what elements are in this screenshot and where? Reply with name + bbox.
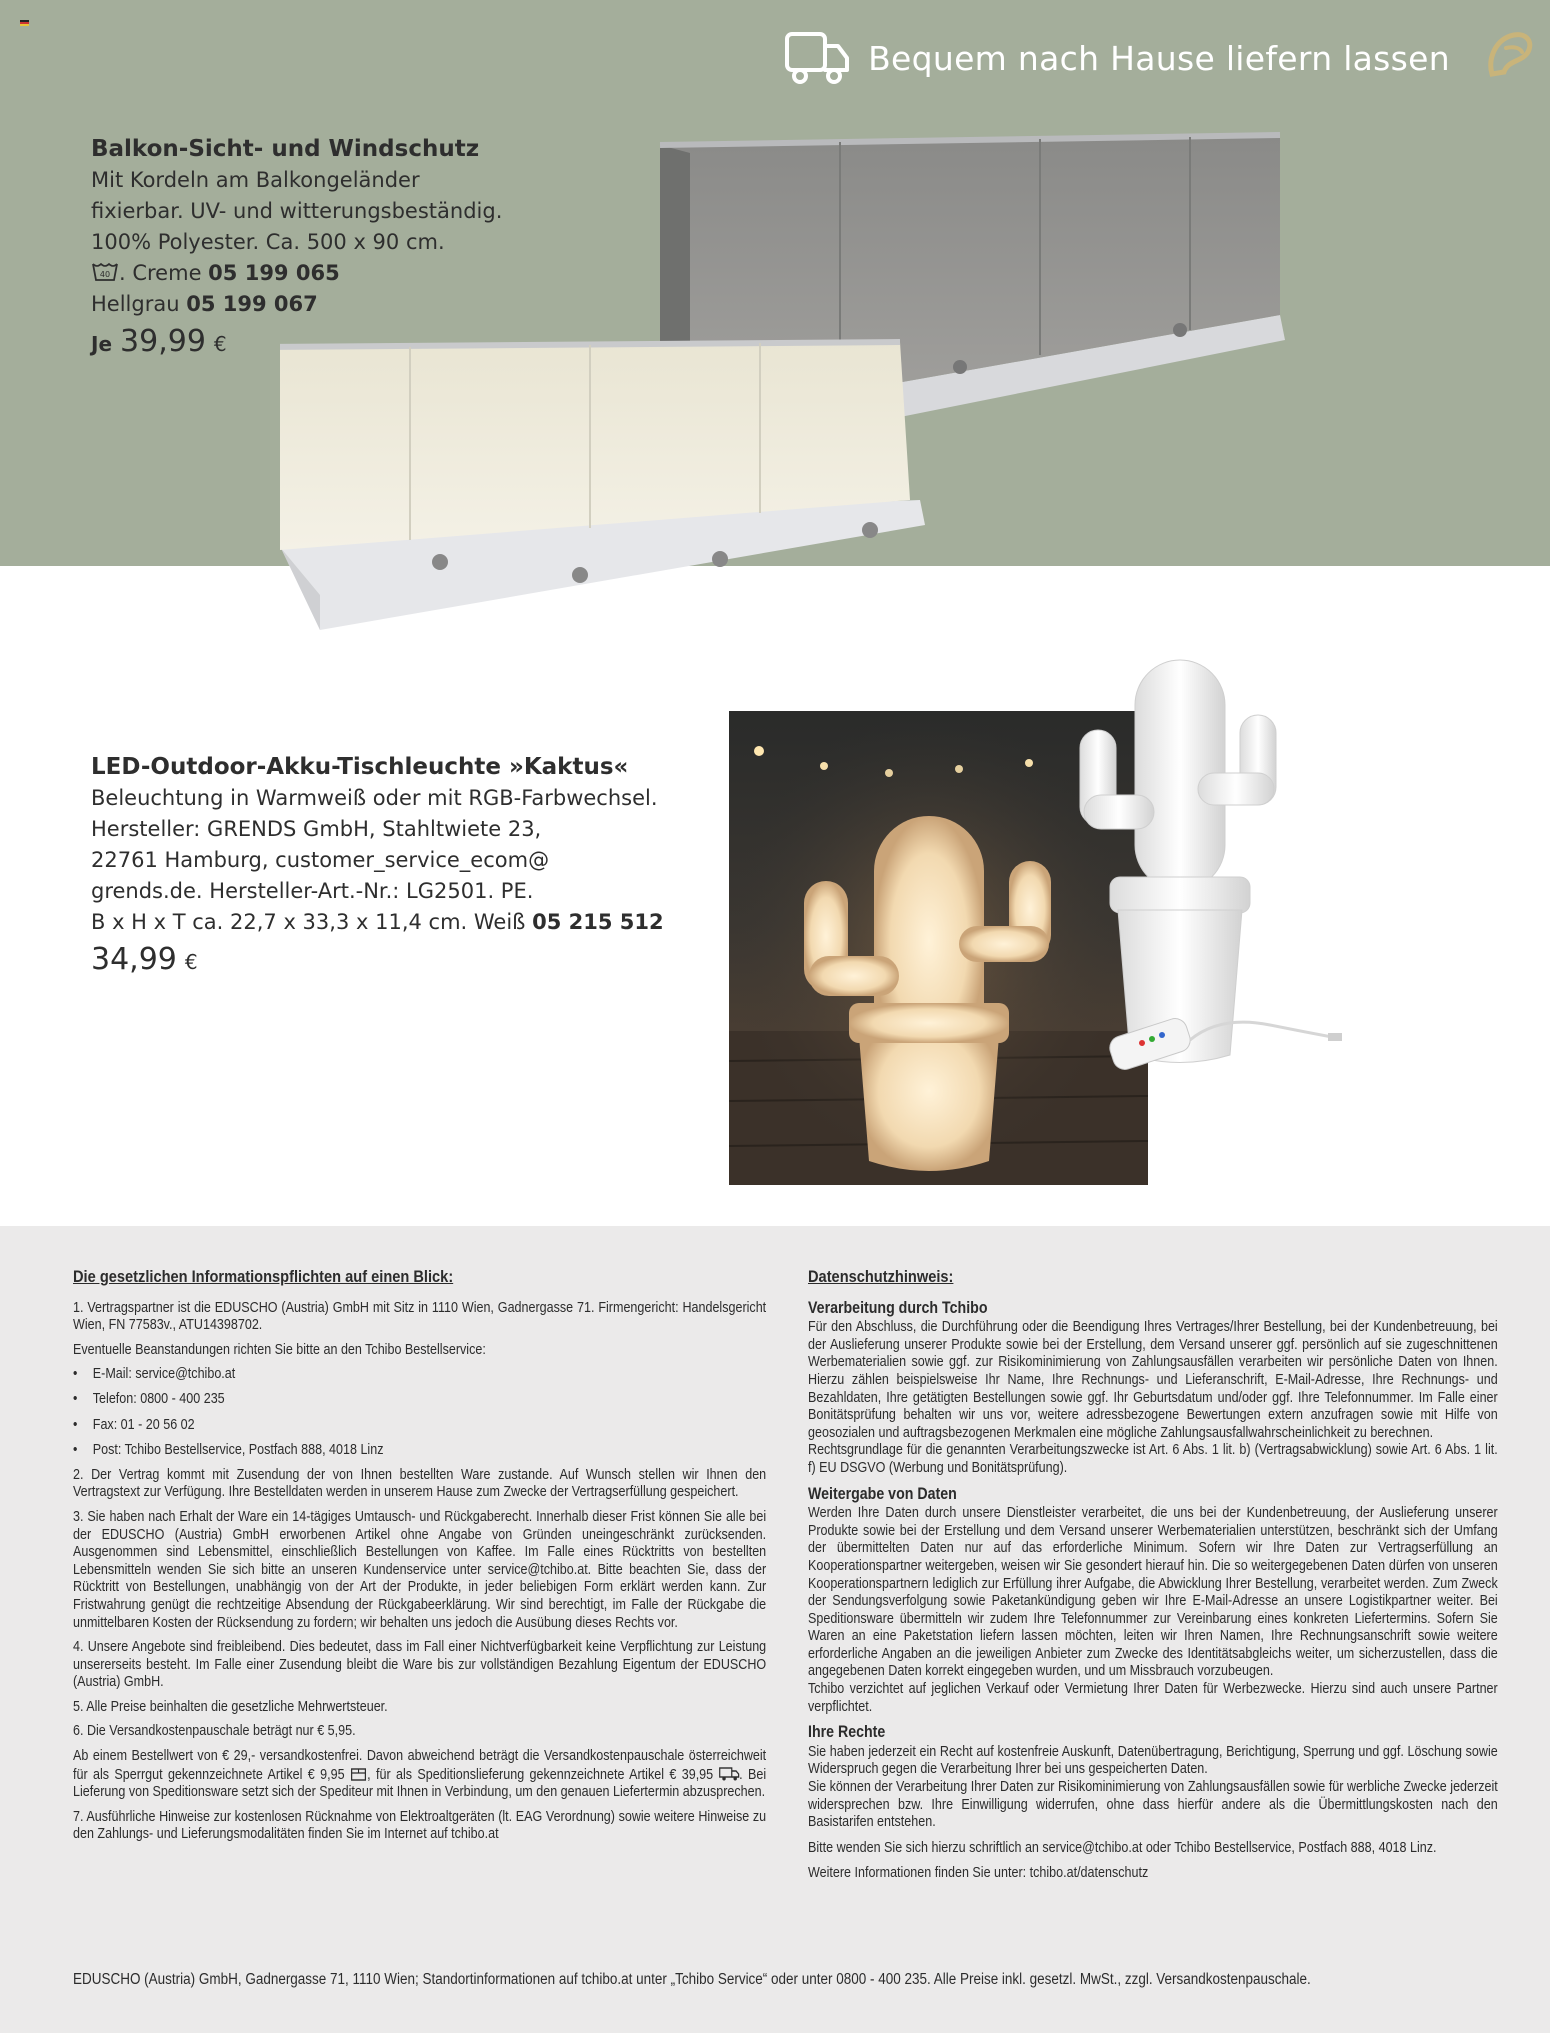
delivery-banner [784, 30, 1450, 86]
delivery-text: Bequem nach Hause liefern lassen [868, 38, 1450, 78]
legal-intro: Eventuelle Beanstandungen richten Sie bitte an den Tchibo Bestellservice: [73, 1341, 486, 1358]
tchibo-bean-icon [1484, 30, 1536, 80]
contact-phone: • Telefon: 0800 - 400 235 [73, 1391, 766, 1409]
privacy-t3: Sie haben jederzeit ein Recht auf kostenfreie Auskunft, Datenübertragung, Berichtigung, Sperrung und ggf. Löschung sowie Widerspruch gegen die Verarbeitung Ihrer bei uns gespeicherten Daten. [808, 1743, 1498, 1778]
privacy-t1: Für den Abschluss, die Durchführung oder die Beendigung Ihres Vertrages/Ihrer Bestellung, bei der Kundenbetreuung, bei der Auslieferung unserer Produkte sowie bei der Erstellung, dem Versand unserer ggf. persönlich auf sie zugeschnittenen Werbematerialien sowie ggf. zur Risikominimierung von Zahlungsausfällen verarbeiten wir persönliche Daten von Ihnen. Hierzu zählen beispielsweise Ihr Name, Ihre Rechnungs- und Lieferanschrift, E-Mail-Adresse, Ihre Rechnungs- und Bezahldaten, Ihre getätigten Bestellungen sowie ggf. Ihr Geburtsdatum und/oder ggf. Ihre Telefonnummer. Im Falle einer Bonitätsprüfung behalten wir uns vor, weitere adressbezogene Bewertungen extern anzufragen sowie mit Hilfe von geosozialen und auftragsbezogenen Merkmalen eine mögliche Zahlungsausfallwahrscheinlichkeit zu berechnen. [808, 1319, 1498, 1441]
lamp-price [91, 944, 711, 978]
price-value: 39,99 [120, 324, 206, 359]
balkon-screen-image [280, 125, 1300, 645]
privacy-h3: Ihre Rechte [808, 1723, 886, 1742]
truck-icon [784, 30, 850, 86]
lamp-line-4: grends.de. Hersteller-Art.-Nr.: LG2501. PE. [91, 879, 534, 903]
privacy-t4: Bitte wenden Sie sich hierzu schriftlich an service@tchibo.at oder Tchibo Bestellservice, Postfach 888, 4018 Linz. [808, 1839, 1437, 1856]
legal-heading: Die gesetzlichen Informationspflichten auf einen Blick: [73, 1267, 454, 1286]
legal-p5: 5. Alle Preise beinhalten die gesetzliche Mehrwertsteuer. [73, 1698, 388, 1715]
lamp-number: 05 215 512 [532, 910, 664, 934]
privacy-heading: Datenschutzhinweis: [808, 1267, 954, 1286]
balkon-line-2: fixierbar. UV- und witterungsbeständig. [91, 199, 503, 223]
creme-label: . Creme [119, 261, 202, 285]
legal-p2: 2. Der Vertrag kommt mit Zusendung der von Ihnen bestellten Ware zustande. Auf Wunsch stellen wir Ihnen den Vertragstext zur Verfügung. Ihre Bestelldaten werden in unserem Hause zum Zwecke der Vertragserfüllung gespeichert. [73, 1466, 767, 1501]
cactus-lamp-product-image [1070, 655, 1350, 1095]
lamp-line-3: 22761 Hamburg, customer_service_ecom@ [91, 848, 550, 872]
legal-p7: 7. Ausführliche Hinweise zur kostenlosen Rücknahme von Elektroaltgeräten (lt. EAG Verordnung) sowie weitere Hinweise zu den Zahlungs- und Lieferungsmodalitäten finden Sie im Internet auf tchibo.at [73, 1808, 767, 1843]
balkon-line-3: 100% Polyester. Ca. 500 x 90 cm. [91, 230, 445, 254]
lamp-line-2: Hersteller: GRENDS GmbH, Stahltwiete 23, [91, 817, 542, 841]
flag-icon [20, 20, 29, 26]
creme-number: 05 199 065 [208, 261, 340, 285]
creme-screen [280, 342, 925, 630]
contact-email: • E-Mail: service@tchibo.at [73, 1366, 766, 1384]
lamp-price-currency: € [184, 950, 198, 974]
shipping-text-3: . Bei Lieferung von Speditionsware setzt sich der Spediteur mit Ihnen in Verbindung, um den genauen Liefertermin abzusprechen. [73, 1766, 767, 1801]
legal-p6: 6. Die Versandkostenpauschale beträgt nur € 5,95. [73, 1723, 356, 1740]
wash-40-icon [91, 261, 119, 283]
balkon-title: Balkon-Sicht- und Windschutz [91, 136, 480, 162]
hellgrau-label: Hellgrau [91, 292, 180, 316]
lamp-title: LED-Outdoor-Akku-Tischleuchte »Kaktus« [91, 754, 629, 780]
privacy-h1: Verarbeitung durch Tchibo [808, 1298, 988, 1317]
lamp-dimensions: B x H x T ca. 22,7 x 33,3 x 11,4 cm. Weiß [91, 910, 526, 934]
shipping-text-2: , für als Speditionslieferung gekennzeichnete Artikel € 39,95 [367, 1766, 714, 1783]
hellgrau-number: 05 199 067 [186, 292, 318, 316]
legal-info-column [73, 1268, 766, 1851]
lamp-price-value: 34,99 [91, 942, 177, 977]
footer-text: EDUSCHO (Austria) GmbH, Gadnergasse 71, 1110 Wien; Standortinformationen auf tchibo.at unter „Tchibo Service“ oder unter 0800 - 400 235. Alle Preise inkl. gesetzl. MwSt., zzgl. Versandkostenpauschale. [73, 1971, 1311, 1988]
privacy-t2b: Tchibo verzichtet auf jeglichen Verkauf oder Vermietung Ihrer Daten für Werbezwecke. Hierzu sind auch unsere Partner verpflichtet. [808, 1681, 1498, 1715]
privacy-h2: Weitergabe von Daten [808, 1484, 957, 1503]
parcel-icon [350, 1766, 367, 1781]
price-currency: € [213, 332, 227, 356]
lamp-line-5 [91, 907, 711, 938]
lamp-description [91, 752, 711, 978]
contact-list [73, 1366, 766, 1459]
price-prefix: Je [91, 332, 113, 356]
delivery-truck-icon [719, 1766, 740, 1781]
svg-text:40: 40 [99, 270, 111, 279]
lamp-line-1: Beleuchtung in Warmweiß oder mit RGB-Farbwechsel. [91, 786, 658, 810]
balkon-line-1: Mit Kordeln am Balkongeländer [91, 168, 420, 192]
contact-fax: • Fax: 01 - 20 56 02 [73, 1417, 766, 1435]
legal-section [0, 1226, 1550, 2033]
privacy-t1b: Rechtsgrundlage für die genannten Verarbeitungszwecke ist Art. 6 Abs. 1 lit. b) (Vertragsabwicklung) sowie Art. 6 Abs. 1 lit. f) EU DSGVO (Werbung und Bonitätsprüfung). [808, 1442, 1498, 1476]
legal-p6b [73, 1748, 766, 1802]
legal-p1: 1. Vertragspartner ist die EDUSCHO (Austria) GmbH mit Sitz in 1110 Wien, Gadnergasse 71. Firmengericht: Handelsgericht Wien, FN 77583v., ATU14398702. [73, 1299, 767, 1334]
legal-p3: 3. Sie haben nach Erhalt der Ware ein 14-tägiges Umtausch- und Rückgaberecht. Innerhalb dieser Frist können Sie alle bei der EDUSCHO (Austria) GmbH erworbenen Artikel ohne Angabe von Gründen uneingeschränkt zurücksenden. Ausgenommen sind Lebensmittel, einschließlich Bestellungen von Kaffee. Im Falle eines Rücktritts von bestellten Lebensmitteln wenden Sie sich bitte an unseren Kundenservice unter service@tchibo.at. Bitte beachten Sie, dass der Rücktritt von Bestellungen, unabhängig von der Art der Produkte, in jeder beliebigen Form erklärt werden kann. Zur Fristwahrung genügt die rechtzeitige Absendung der Rückgabeerklärung. Wir sind berechtigt, im Falle der Rückgabe die unmittelbaren Kosten der Rücksendung zu fordern; wir behalten uns jedoch die Ausübung dieses Rechts vor. [73, 1508, 767, 1631]
privacy-t3b: Sie können der Verarbeitung Ihrer Daten zur Risikominimierung von Zahlungsausfällen sowie für werbliche Zwecke jederzeit widersprechen bzw. Ihre Einwilligung widerrufen, ohne dass hierfür andere als die Übermittlungskosten nach den Basistarifen entstehen. [808, 1779, 1498, 1831]
privacy-column [808, 1268, 1498, 1883]
privacy-t2: Werden Ihre Daten durch unsere Dienstleister verarbeitet, die uns bei der Kundenbetreuung, der Auslieferung unserer Produkte sowie bei der Erstellung und dem Versand unserer Werbematerialien unterstützen, beschränkt sich der Umfang der übermittelten Daten nur auf das erforderliche Minimum. Sofern wir Ihre Daten zur Vertragserfüllung an Kooperationspartner weitergeben, weisen wir Sie gesondert hierauf hin. Die so weitergegebenen Daten dürfen von unseren Kooperationspartnern lediglich zur Erfüllung ihrer Aufgabe, die Abwicklung Ihrer Bestellung, verarbeitet werden. Zum Zweck der Sendungsverfolgung sowie Paketankündigung geben wir Ihre E-Mail-Adresse an unsere Logistikpartner weiter. Bei Speditionsware übermitteln wir zudem Ihre Telefonnummer zur Vereinbarung eines konkreten Liefertermins. Sofern Sie Waren an eine Paketstation liefern lassen möchten, leiten wir Ihren Namen, Ihre Rechnungsanschrift sowie weitere erforderliche Angaben an die jeweiligen Anbieter zum Zwecke des Identitätsabgleichs weiter, um sicherzustellen, dass die angegebenen Daten korrekt eingegeben wurden, und um Missbrauch vorzubeugen. [808, 1505, 1498, 1680]
privacy-t5: Weitere Informationen finden Sie unter: tchibo.at/datenschutz [808, 1865, 1149, 1882]
shipping-text-1: Ab einem Bestellwert von € 29,- versandkostenfrei. Davon abweichend beträgt die Versandkostenpauschale österreichweit für als Sperrgut gekennzeichnete Artikel € 9,95 [73, 1748, 767, 1783]
contact-post: • Post: Tchibo Bestellservice, Postfach 888, 4018 Linz [73, 1442, 766, 1460]
legal-p4: 4. Unsere Angebote sind freibleibend. Dies bedeutet, dass im Fall einer Nichtverfügbarkeit keine Verpflichtung zur Leistung unsererseits besteht. Im Falle einer Zusendung bleibt die Ware bis zur vollständigen Bezahlung Eigentum der EDUSCHO (Austria) GmbH. [73, 1639, 767, 1691]
